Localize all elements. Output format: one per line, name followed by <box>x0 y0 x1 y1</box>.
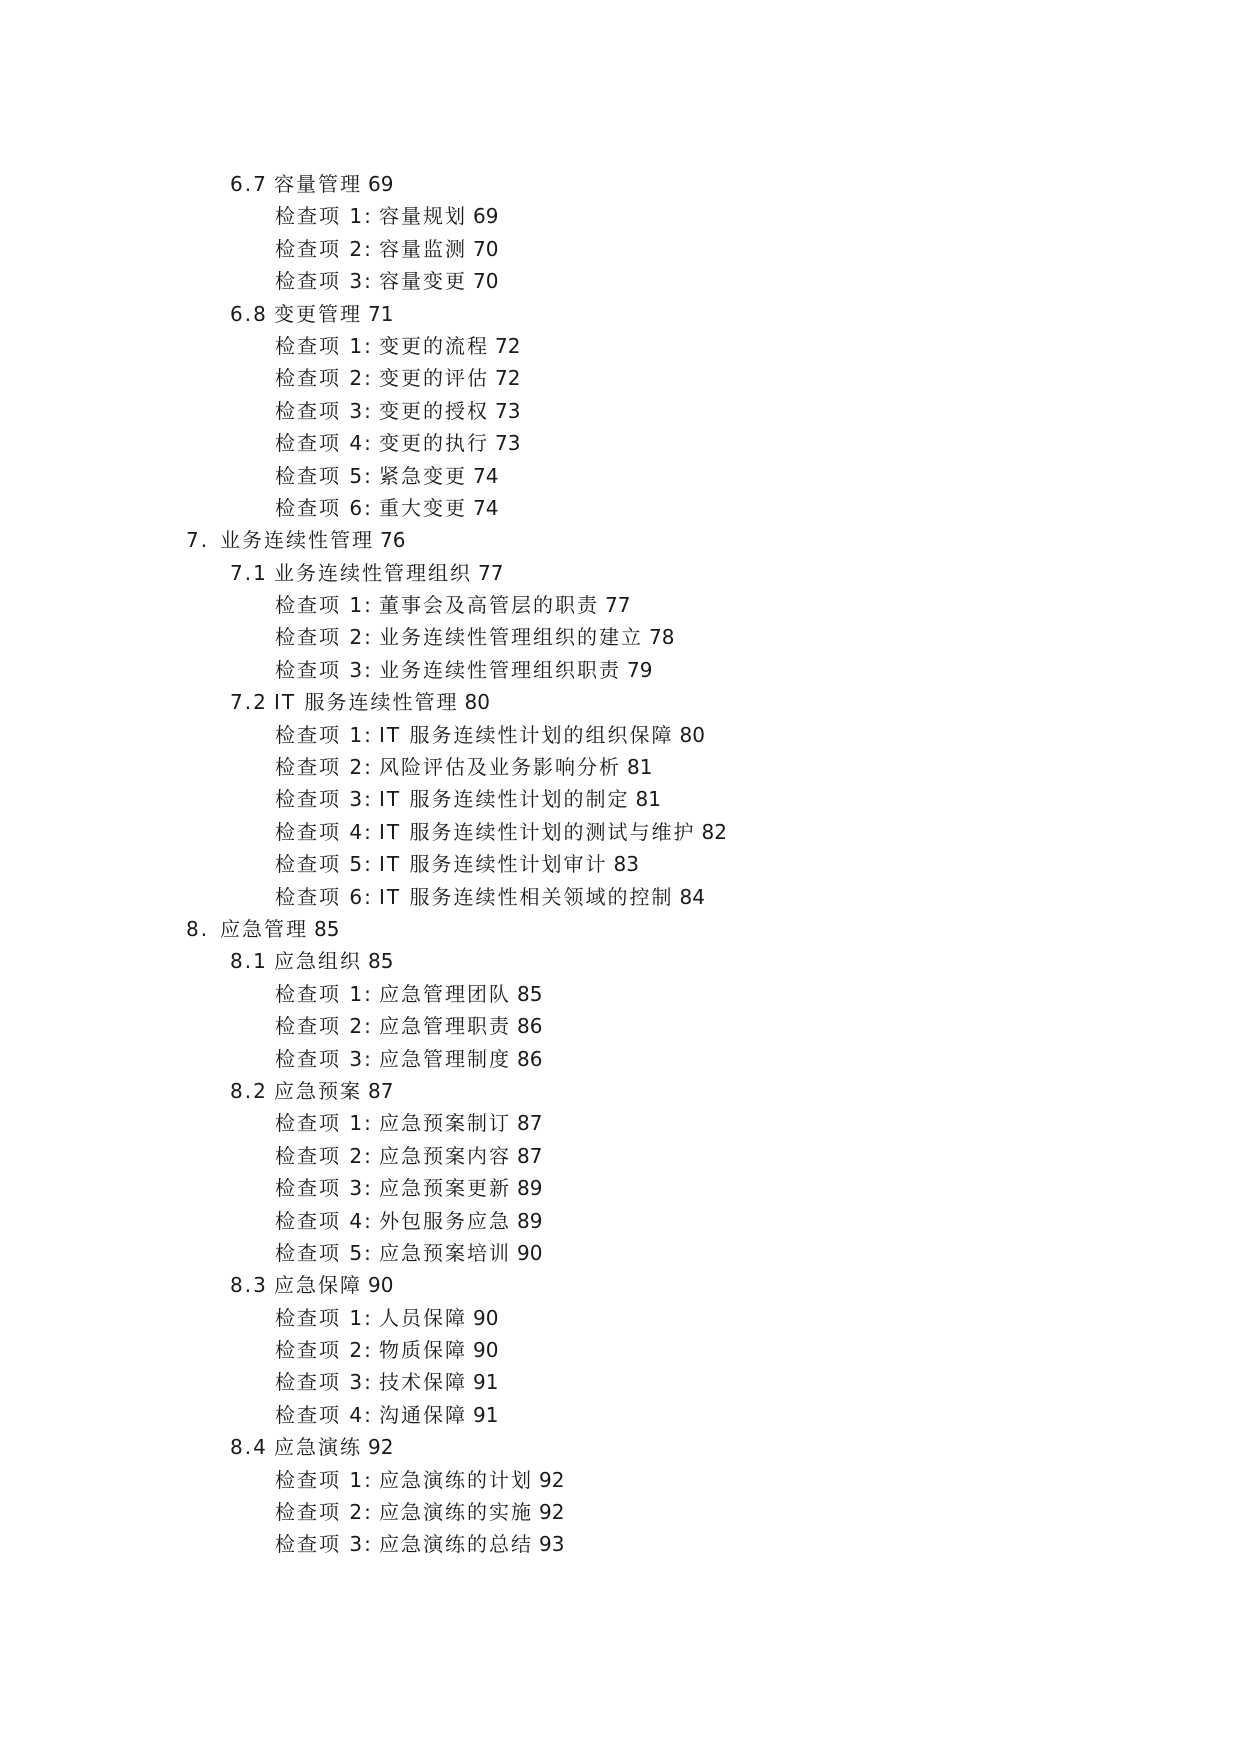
toc-entry-title: 业务连续性管理组织职责 <box>379 657 621 682</box>
toc-entry-title: 容量变更 <box>379 269 467 294</box>
toc-entry-title: 变更的流程 <box>379 333 489 358</box>
toc-entry-title: 变更的评估 <box>379 366 489 391</box>
toc-entry-number: 检查项 2: <box>275 1338 373 1363</box>
toc-entry-number: 检查项 2: <box>275 1014 373 1039</box>
toc-entry-page-number: 90 <box>368 1273 394 1298</box>
toc-entry-number: 检查项 3: <box>275 1176 373 1201</box>
toc-entry-page-number: 71 <box>368 301 394 326</box>
toc-check-item[interactable] <box>0 621 1241 653</box>
toc-check-item[interactable] <box>0 1107 1241 1139</box>
toc-entry-title: 应急管理制度 <box>379 1046 511 1071</box>
toc-entry-number: 检查项 2: <box>275 1500 373 1525</box>
toc-entry-number: 检查项 2: <box>275 1143 373 1168</box>
toc-entry-title: 应急保障 <box>274 1273 362 1298</box>
toc-entry-number: 7. <box>186 528 210 553</box>
toc-entry-page-number: 81 <box>635 787 661 812</box>
toc-entry-page-number: 76 <box>380 528 406 553</box>
toc-entry-number: 8. <box>186 916 210 941</box>
toc-entry-number: 检查项 3: <box>275 1046 373 1071</box>
toc-entry-page-number: 92 <box>368 1435 394 1460</box>
toc-entry-number: 检查项 1: <box>275 722 373 747</box>
toc-entry-title: 外包服务应急 <box>379 1208 511 1233</box>
toc-entry-number: 检查项 4: <box>275 1402 373 1427</box>
toc-entry-title: 董事会及高管层的职责 <box>379 593 599 618</box>
toc-check-item[interactable] <box>0 362 1241 394</box>
toc-entry-title: 人员保障 <box>379 1305 467 1330</box>
toc-entry-number: 检查项 2: <box>275 236 373 261</box>
toc-entry-page-number: 86 <box>517 1014 543 1039</box>
toc-entry-page-number: 91 <box>473 1370 499 1395</box>
toc-entry-number: 检查项 4: <box>275 431 373 456</box>
toc-entry-number: 6.7 <box>230 172 268 196</box>
toc-entry-title: 应急预案更新 <box>379 1176 511 1201</box>
toc-entry-title: 容量规划 <box>379 204 467 229</box>
toc-check-item[interactable] <box>0 265 1241 297</box>
toc-entry-title: 容量管理 <box>274 172 362 196</box>
toc-chapter[interactable] <box>0 524 1241 556</box>
toc-chapter[interactable] <box>0 913 1241 945</box>
toc-entry-number: 检查项 1: <box>275 1111 373 1136</box>
toc-entry-title: 应急管理职责 <box>379 1014 511 1039</box>
table-of-contents <box>0 168 1241 1561</box>
toc-entry-title: IT 服务连续性计划审计 <box>379 852 608 877</box>
toc-entry-page-number: 92 <box>539 1500 565 1525</box>
toc-entry-number: 检查项 1: <box>275 204 373 229</box>
toc-check-item[interactable] <box>0 1237 1241 1269</box>
toc-entry-title: 变更管理 <box>274 301 362 326</box>
toc-entry-page-number: 93 <box>539 1532 565 1557</box>
toc-entry-page-number: 86 <box>517 1046 543 1071</box>
toc-entry-page-number: 73 <box>495 398 521 423</box>
toc-entry-page-number: 80 <box>464 690 490 715</box>
toc-entry-number: 检查项 3: <box>275 657 373 682</box>
toc-entry-number: 8.4 <box>230 1435 268 1460</box>
toc-check-item[interactable] <box>0 1528 1241 1560</box>
toc-entry-page-number: 89 <box>517 1208 543 1233</box>
toc-entry-page-number: 69 <box>473 204 499 229</box>
toc-entry-number: 检查项 1: <box>275 981 373 1006</box>
toc-entry-number: 8.1 <box>230 949 268 974</box>
toc-check-item[interactable] <box>0 881 1241 913</box>
toc-entry-title: 业务连续性管理 <box>220 528 374 553</box>
toc-entry-number: 检查项 3: <box>275 787 373 812</box>
toc-entry-title: 应急组织 <box>274 949 362 974</box>
toc-section[interactable] <box>0 1075 1241 1107</box>
toc-entry-number: 8.3 <box>230 1273 268 1298</box>
toc-entry-title: 容量监测 <box>379 236 467 261</box>
toc-entry-number: 8.2 <box>230 1078 268 1103</box>
toc-entry-page-number: 70 <box>473 236 499 261</box>
toc-entry-title: 应急预案培训 <box>379 1240 511 1265</box>
toc-entry-title: 应急演练的实施 <box>379 1500 533 1525</box>
toc-entry-page-number: 87 <box>368 1078 394 1103</box>
toc-entry-page-number: 87 <box>517 1111 543 1136</box>
toc-check-item[interactable] <box>0 1302 1241 1334</box>
toc-entry-number: 检查项 1: <box>275 333 373 358</box>
toc-check-item[interactable] <box>0 200 1241 232</box>
toc-entry-page-number: 90 <box>517 1240 543 1265</box>
toc-check-item[interactable] <box>0 460 1241 492</box>
toc-entry-title: 应急管理团队 <box>379 981 511 1006</box>
toc-check-item[interactable] <box>0 1043 1241 1075</box>
toc-entry-number: 检查项 6: <box>275 884 373 909</box>
toc-entry-page-number: 73 <box>495 431 521 456</box>
toc-check-item[interactable] <box>0 751 1241 783</box>
toc-check-item[interactable] <box>0 654 1241 686</box>
toc-entry-page-number: 72 <box>495 333 521 358</box>
toc-entry-number: 检查项 3: <box>275 1370 373 1395</box>
toc-check-item[interactable] <box>0 1140 1241 1172</box>
toc-entry-title: 应急管理 <box>220 916 308 941</box>
toc-entry-page-number: 85 <box>368 949 394 974</box>
toc-section[interactable] <box>0 945 1241 977</box>
toc-check-item[interactable] <box>0 589 1241 621</box>
toc-entry-page-number: 84 <box>679 884 705 909</box>
toc-entry-number: 检查项 3: <box>275 269 373 294</box>
toc-entry-page-number: 77 <box>605 593 631 618</box>
toc-check-item[interactable] <box>0 1010 1241 1042</box>
toc-check-item[interactable] <box>0 816 1241 848</box>
toc-entry-number: 检查项 5: <box>275 463 373 488</box>
toc-check-item[interactable] <box>0 233 1241 265</box>
toc-entry-page-number: 87 <box>517 1143 543 1168</box>
toc-entry-number: 6.8 <box>230 301 268 326</box>
toc-entry-title: 应急预案 <box>274 1078 362 1103</box>
toc-entry-page-number: 72 <box>495 366 521 391</box>
toc-entry-page-number: 90 <box>473 1338 499 1363</box>
toc-entry-title: 技术保障 <box>379 1370 467 1395</box>
toc-entry-number: 检查项 2: <box>275 755 373 780</box>
toc-entry-number: 检查项 5: <box>275 1240 373 1265</box>
toc-entry-title: 变更的执行 <box>379 431 489 456</box>
toc-entry-number: 检查项 2: <box>275 366 373 391</box>
toc-check-item[interactable] <box>0 330 1241 362</box>
toc-entry-page-number: 70 <box>473 269 499 294</box>
toc-entry-page-number: 79 <box>627 657 653 682</box>
toc-entry-title: IT 服务连续性相关领域的控制 <box>379 884 674 909</box>
toc-entry-title: IT 服务连续性管理 <box>274 690 459 715</box>
toc-entry-number: 检查项 4: <box>275 1208 373 1233</box>
toc-entry-title: 应急预案内容 <box>379 1143 511 1168</box>
toc-entry-title: 应急演练的总结 <box>379 1532 533 1557</box>
toc-check-item[interactable] <box>0 719 1241 751</box>
toc-entry-title: 业务连续性管理组织 <box>274 560 472 585</box>
toc-entry-page-number: 78 <box>649 625 675 650</box>
toc-section[interactable] <box>0 168 1241 200</box>
toc-entry-title: 应急预案制订 <box>379 1111 511 1136</box>
toc-section[interactable] <box>0 298 1241 330</box>
toc-check-item[interactable] <box>0 1334 1241 1366</box>
toc-entry-page-number: 85 <box>314 916 340 941</box>
toc-entry-page-number: 85 <box>517 981 543 1006</box>
toc-section[interactable] <box>0 1431 1241 1463</box>
toc-check-item[interactable] <box>0 978 1241 1010</box>
toc-check-item[interactable] <box>0 427 1241 459</box>
toc-entry-number: 检查项 6: <box>275 495 373 520</box>
toc-entry-title: 沟通保障 <box>379 1402 467 1427</box>
toc-check-item[interactable] <box>0 1399 1241 1431</box>
toc-entry-title: IT 服务连续性计划的组织保障 <box>379 722 674 747</box>
toc-entry-title: IT 服务连续性计划的测试与维护 <box>379 819 696 844</box>
toc-entry-title: 应急演练 <box>274 1435 362 1460</box>
toc-check-item[interactable] <box>0 783 1241 815</box>
toc-entry-number: 检查项 2: <box>275 625 373 650</box>
toc-entry-page-number: 90 <box>473 1305 499 1330</box>
toc-entry-number: 检查项 3: <box>275 1532 373 1557</box>
toc-entry-page-number: 83 <box>613 852 639 877</box>
toc-entry-number: 检查项 1: <box>275 1467 373 1492</box>
toc-entry-page-number: 80 <box>679 722 705 747</box>
toc-entry-page-number: 91 <box>473 1402 499 1427</box>
toc-entry-page-number: 89 <box>517 1176 543 1201</box>
toc-entry-page-number: 82 <box>701 819 727 844</box>
toc-section[interactable] <box>0 1269 1241 1301</box>
toc-check-item[interactable] <box>0 1496 1241 1528</box>
toc-entry-number: 7.2 <box>230 690 268 715</box>
toc-entry-number: 检查项 3: <box>275 398 373 423</box>
toc-entry-page-number: 74 <box>473 463 499 488</box>
toc-entry-title: IT 服务连续性计划的制定 <box>379 787 630 812</box>
toc-check-item[interactable] <box>0 1205 1241 1237</box>
toc-check-item[interactable] <box>0 1172 1241 1204</box>
toc-entry-page-number: 69 <box>368 172 394 196</box>
toc-check-item[interactable] <box>0 492 1241 524</box>
toc-check-item[interactable] <box>0 1464 1241 1496</box>
toc-entry-title: 重大变更 <box>379 495 467 520</box>
toc-entry-page-number: 92 <box>539 1467 565 1492</box>
toc-entry-page-number: 81 <box>627 755 653 780</box>
toc-entry-page-number: 74 <box>473 495 499 520</box>
toc-section[interactable] <box>0 557 1241 589</box>
toc-section[interactable] <box>0 686 1241 718</box>
toc-entry-title: 物质保障 <box>379 1338 467 1363</box>
toc-check-item[interactable] <box>0 1366 1241 1398</box>
toc-entry-title: 应急演练的计划 <box>379 1467 533 1492</box>
toc-entry-number: 检查项 4: <box>275 819 373 844</box>
toc-entry-number: 检查项 1: <box>275 1305 373 1330</box>
toc-check-item[interactable] <box>0 848 1241 880</box>
toc-entry-title: 风险评估及业务影响分析 <box>379 755 621 780</box>
toc-entry-title: 紧急变更 <box>379 463 467 488</box>
toc-entry-page-number: 77 <box>478 560 504 585</box>
toc-check-item[interactable] <box>0 395 1241 427</box>
toc-entry-number: 检查项 1: <box>275 593 373 618</box>
toc-entry-number: 检查项 5: <box>275 852 373 877</box>
toc-entry-title: 变更的授权 <box>379 398 489 423</box>
toc-entry-number: 7.1 <box>230 560 268 585</box>
toc-entry-title: 业务连续性管理组织的建立 <box>379 625 643 650</box>
